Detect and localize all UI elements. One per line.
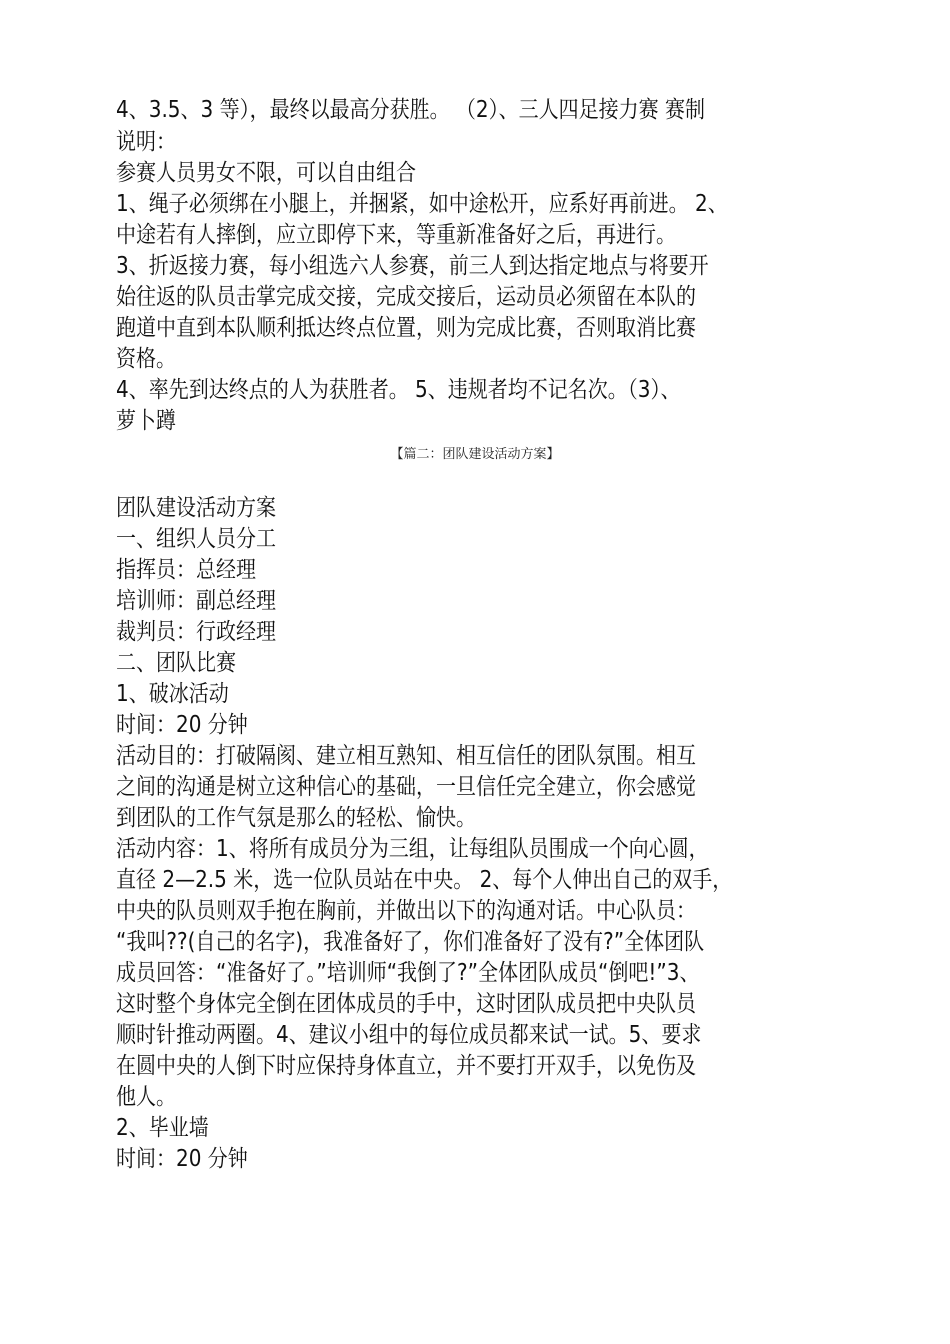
text-line: 裁判员：行政经理 [116,619,276,645]
text-line: 培训师：副总经理 [116,588,276,614]
text-line: 中途若有人摔倒，应立即停下来，等重新准备好之后，再进行。 [116,222,676,248]
heading: 二、团队比赛 [116,650,236,676]
text-line: 1、绳子必须绑在小腿上，并捆紧，如中途松开，应系好再前进。 2、 [116,191,728,217]
text-line: 时间：20 分钟 [116,1146,248,1172]
text-line: 4、率先到达终点的人为获胜者。 5、违规者均不记名次。（3）、 [116,377,681,403]
text-line: 指挥员：总经理 [116,557,256,583]
text-line: “我叫??(自己的名字)，我准备好了，你们准备好了没有?”全体团队 [116,929,705,955]
text-line: 3、折返接力赛，每小组选六人参赛，前三人到达指定地点与将要开 [116,253,709,279]
text-line: 成员回答：“准备好了。”培训师“我倒了?”全体团队成员“倒吧!”3、 [116,960,700,986]
text-line: 到团队的工作气氛是那么的轻松、愉快。 [116,805,476,831]
subheading: 2、毕业墙 [116,1115,209,1141]
text-line: 活动内容：1、将所有成员分为三组，让每组队员围成一个向心圆， [116,836,709,862]
text-line: 在圆中央的人倒下时应保持身体直立，并不要打开双手，以免伤及 [116,1053,696,1079]
document-title: 团队建设活动方案 [116,495,276,521]
text-line: 跑道中直到本队顺利抵达终点位置，则为完成比赛，否则取消比赛 [116,315,696,341]
text-line: 他人。 [116,1084,176,1110]
text-line: 时间：20 分钟 [116,712,248,738]
text-line: 直径 2—2.5 米，选一位队员站在中央。 2、每个人伸出自己的双手， [116,867,733,893]
subheading: 1、破冰活动 [116,681,229,707]
text-line: 资格。 [116,346,176,372]
text-line: 顺时针推动两圈。4、建议小组中的每位成员都来试一试。5、要求 [116,1022,702,1048]
text-line: 4、3.5、3 等），最终以最高分获胜。 （2）、三人四足接力赛 赛制 [116,97,706,123]
text-line: 这时整个身体完全倒在团体成员的手中，这时团队成员把中央队员 [116,991,696,1017]
text-line: 之间的沟通是树立这种信心的基础，一旦信任完全建立，你会感觉 [116,774,696,800]
text-line: 活动目的：打破隔阂、建立相互熟知、相互信任的团队氛围。相互 [116,743,696,769]
text-line: 说明： [116,129,176,155]
text-line: 参赛人员男女不限，可以自由组合 [116,160,416,186]
text-line: 中央的队员则双手抱在胸前，并做出以下的沟通对话。中心队员： [116,898,696,924]
section-caption: 【篇二：团队建设活动方案】 [390,447,560,462]
text-line: 萝卜蹲 [116,408,176,434]
text-line: 始往返的队员击掌完成交接，完成交接后，运动员必须留在本队的 [116,284,696,310]
heading: 一、组织人员分工 [116,526,276,552]
